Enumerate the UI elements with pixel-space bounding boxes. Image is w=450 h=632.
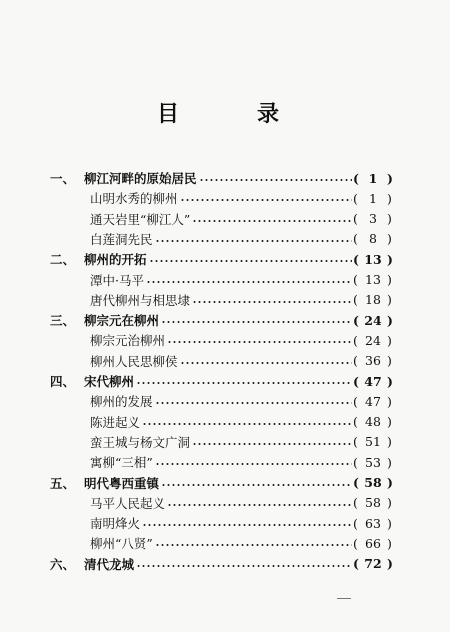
dot-leader — [142, 524, 352, 526]
dot-leader — [161, 321, 352, 323]
dot-leader — [192, 301, 352, 303]
dot-leader — [180, 199, 352, 201]
page-number-value: 66 — [365, 535, 381, 551]
section-title: 马平人民起义 — [90, 495, 166, 511]
dot-leader — [167, 341, 352, 343]
chapter-title: 宋代柳州 — [84, 374, 135, 389]
toc-item-row — [0, 513, 450, 533]
page-number: ( 48 ) — [353, 414, 392, 430]
toc-item-row — [0, 452, 450, 472]
page-number-value: 58 — [365, 495, 381, 511]
dot-leader — [167, 504, 352, 506]
page-number: ( 58 ) — [353, 475, 393, 490]
dot-leader — [146, 281, 352, 283]
page-number-value: 48 — [365, 414, 381, 430]
page-number: ( 66 ) — [353, 535, 392, 551]
page-number-value: 47 — [364, 373, 382, 389]
toc-chapter-row — [0, 310, 450, 330]
dot-leader — [155, 240, 352, 242]
page-number: ( 3 ) — [353, 211, 392, 227]
page-number: ( 63 ) — [353, 515, 392, 531]
chapter-title: 柳州的开拓 — [84, 252, 147, 268]
dot-leader — [142, 423, 352, 425]
chapter-number: 五、 — [50, 475, 76, 491]
page-number-value: 1 — [368, 170, 378, 186]
page-number-value: 13 — [365, 272, 381, 287]
page-number: ( 36 ) — [353, 353, 392, 369]
page-number: ( 53 ) — [353, 454, 392, 470]
dot-leader — [192, 220, 352, 222]
section-title: 通天岩里“柳江人” — [90, 211, 191, 227]
page-number-value: 3 — [369, 211, 377, 227]
page-number-value: 24 — [364, 312, 382, 328]
toc-item-row — [0, 290, 450, 310]
chapter-title: 柳江河畔的原始居民 — [84, 171, 197, 186]
dot-leader — [136, 565, 352, 567]
page-number-value: 8 — [369, 231, 377, 247]
page-number-value: 18 — [365, 292, 381, 308]
section-title: 陈进起义 — [90, 414, 141, 430]
toc-chapter-row — [0, 168, 450, 188]
page-number-value: 72 — [364, 556, 382, 572]
section-title: 寓柳“三相” — [90, 455, 153, 471]
dot-leader — [136, 382, 352, 384]
chapter-number: 一、 — [50, 171, 76, 186]
dot-leader — [155, 463, 352, 465]
page-number-value: 51 — [365, 434, 381, 450]
page-number-value: 53 — [365, 454, 381, 470]
toc-item-row — [0, 412, 450, 432]
page-number-value: 63 — [365, 515, 381, 531]
page-number: ( 47 ) — [353, 393, 392, 409]
chapter-number: 六、 — [50, 556, 76, 572]
dot-leader — [161, 484, 352, 486]
page-number: ( 24 ) — [353, 312, 393, 328]
chapter-title: 清代龙城 — [84, 556, 135, 572]
toc-item-row — [0, 209, 450, 229]
chapter-number: 四、 — [50, 374, 76, 389]
page-number: ( 72 ) — [353, 556, 393, 572]
section-title: 潭中·马平 — [90, 272, 144, 288]
toc-chapter-row — [0, 554, 450, 574]
toc-item-row — [0, 229, 450, 249]
page-number-value: 24 — [365, 332, 381, 348]
chapter-number: 二、 — [50, 252, 76, 268]
page-number-value: 47 — [365, 393, 381, 409]
scan-mark — [337, 598, 351, 599]
page-number: ( 1 ) — [353, 170, 393, 186]
page-number: ( 1 ) — [353, 190, 392, 206]
section-title: 柳州人民思柳侯 — [90, 353, 178, 369]
toc-item-row — [0, 351, 450, 371]
page-number: ( 13 ) — [353, 251, 393, 267]
page-number-value: 1 — [369, 190, 377, 206]
section-title: 山明水秀的柳州 — [90, 191, 178, 207]
dot-leader — [199, 179, 352, 181]
page-number-value: 13 — [364, 251, 382, 267]
dot-leader — [192, 443, 352, 445]
section-title: 白莲洞先民 — [90, 231, 153, 247]
toc-item-row — [0, 533, 450, 553]
page-number: ( 58 ) — [353, 495, 392, 511]
section-title: 柳州的发展 — [90, 394, 153, 410]
page-title: 目 录 — [156, 102, 307, 127]
dot-leader — [149, 260, 352, 262]
section-title: 柳州“八贤” — [90, 536, 153, 552]
section-title: 唐代柳州与相思埭 — [90, 292, 191, 308]
page-number: ( 51 ) — [353, 434, 392, 450]
toc-chapter-row — [0, 473, 450, 493]
toc-chapter-row — [0, 371, 450, 391]
dot-leader — [180, 362, 352, 364]
page-number: ( 8 ) — [353, 231, 392, 247]
dot-leader — [155, 402, 352, 404]
section-title: 南明烽火 — [90, 516, 141, 532]
toc-item-row — [0, 188, 450, 208]
section-title: 柳宗元治柳州 — [90, 333, 166, 349]
toc-item-row — [0, 493, 450, 513]
page-number: ( 18 ) — [353, 292, 392, 308]
page-number: ( 13 ) — [353, 272, 392, 287]
chapter-title: 明代粤西重镇 — [84, 475, 160, 491]
toc-item-row — [0, 330, 450, 350]
page-number: ( 24 ) — [353, 332, 392, 348]
page-number-value: 58 — [364, 475, 382, 490]
toc-item-row — [0, 391, 450, 411]
chapter-title: 柳宗元在柳州 — [84, 313, 160, 329]
toc-item-row — [0, 270, 450, 290]
dot-leader — [155, 544, 352, 546]
page-number-value: 36 — [365, 353, 381, 369]
page-number: ( 47 ) — [353, 373, 393, 389]
chapter-number: 三、 — [50, 313, 76, 329]
toc-chapter-row — [0, 249, 450, 269]
section-title: 蛮王城与杨文广洞 — [90, 434, 191, 450]
toc-item-row — [0, 432, 450, 452]
